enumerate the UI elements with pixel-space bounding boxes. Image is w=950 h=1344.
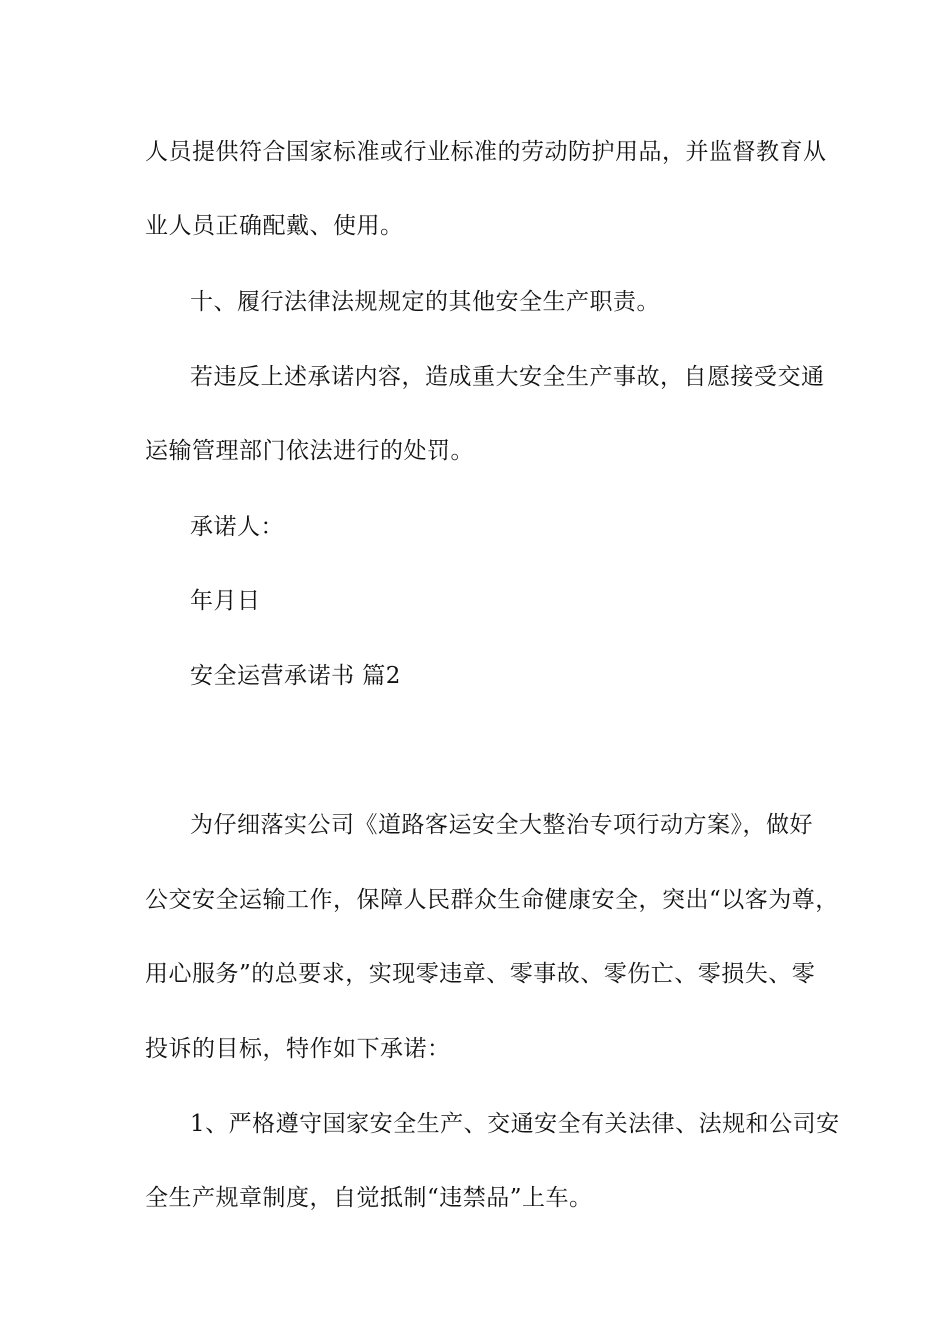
paragraph-line: 投诉的目标，特作如下承诺：: [145, 1036, 451, 1062]
paragraph-line: 若违反上述承诺内容，造成重大安全生产事故，自愿接受交通: [190, 364, 825, 390]
paragraph-line: 运输管理部门依法进行的处罚。: [145, 438, 474, 464]
signature-label: 承诺人：: [190, 514, 284, 540]
paragraph-line: 公交安全运输工作，保障人民群众生命健康安全，突出“以客为尊，: [145, 887, 839, 913]
paragraph-line: 用心服务”的总要求，实现零违章、零事故、零伤亡、零损失、零: [145, 961, 816, 987]
section-title: 安全运营承诺书 篇2: [190, 663, 401, 689]
paragraph-line: 为仔细落实公司《道路客运安全大整治专项行动方案》，做好: [190, 812, 813, 838]
paragraph-line: 十、履行法律法规规定的其他安全生产职责。: [190, 289, 660, 315]
paragraph-line: 人员提供符合国家标准或行业标准的劳动防护用品，并监督教育从: [145, 139, 827, 165]
date-label: 年月日: [190, 588, 261, 614]
paragraph-line: 1、严格遵守国家安全生产、交通安全有关法律、法规和公司安: [190, 1111, 840, 1137]
paragraph-line: 全生产规章制度，自觉抵制“违禁品”上车。: [145, 1185, 593, 1211]
paragraph-line: 业人员正确配戴、使用。: [145, 213, 404, 239]
